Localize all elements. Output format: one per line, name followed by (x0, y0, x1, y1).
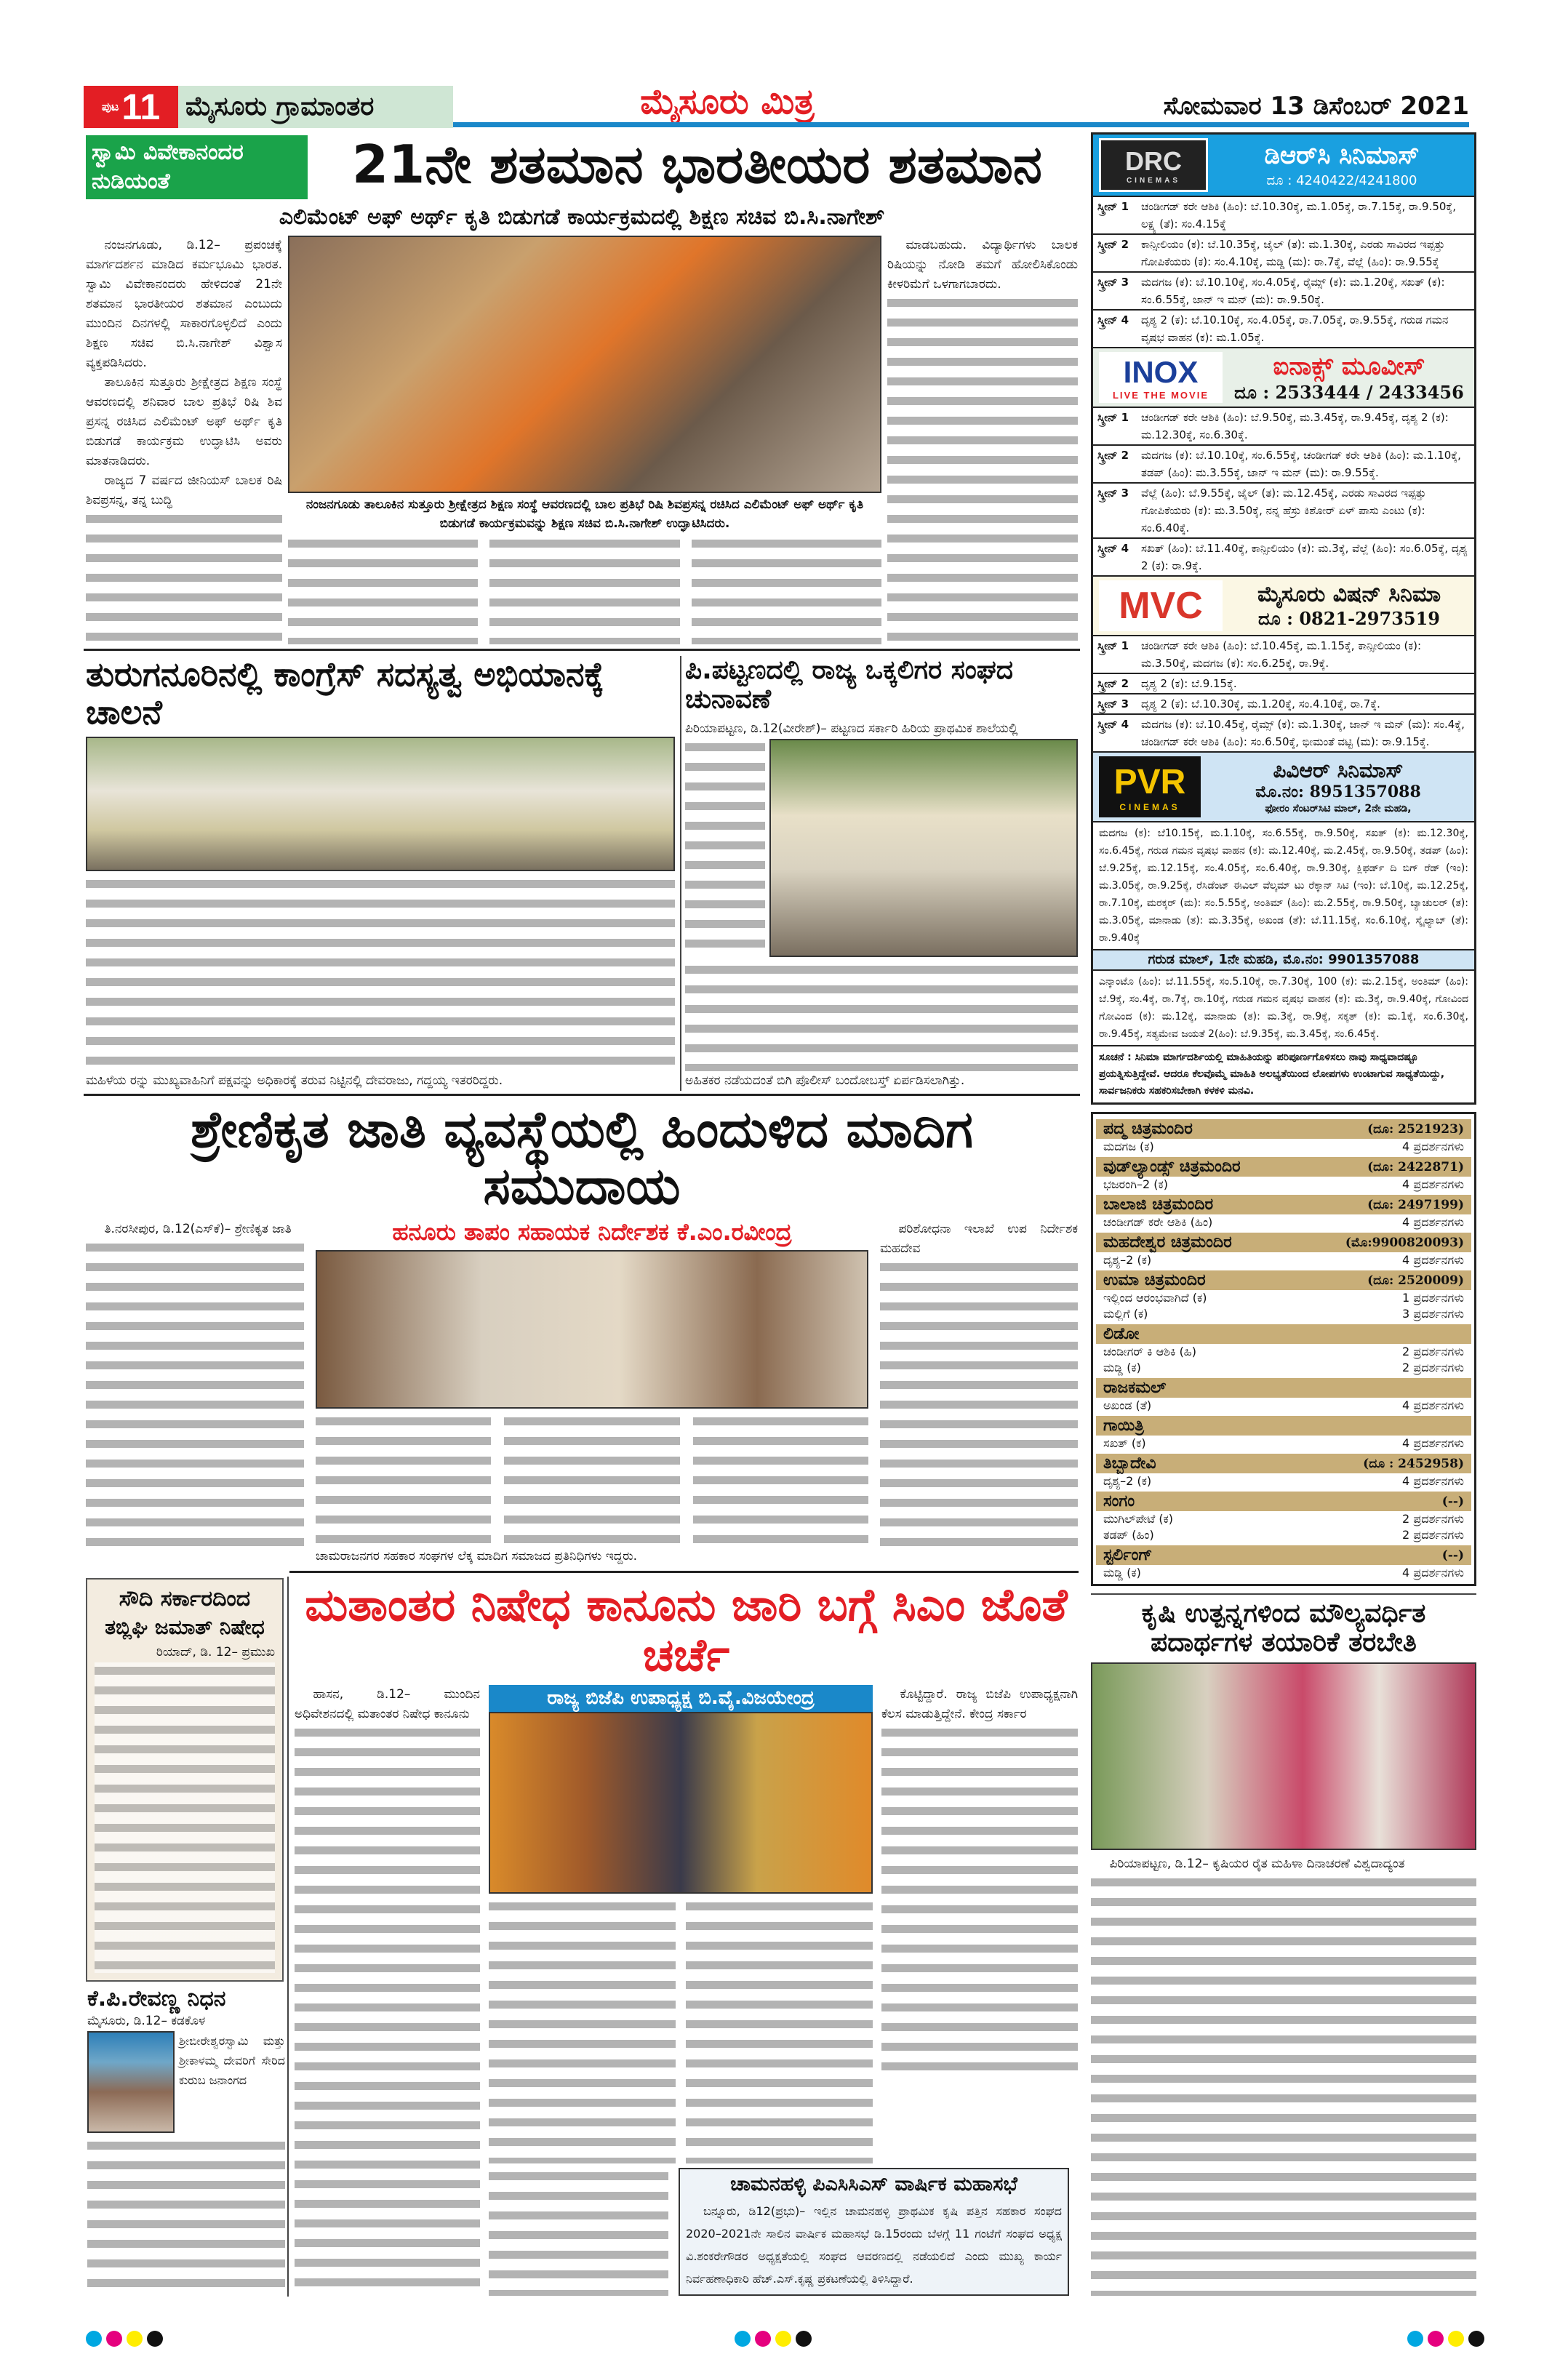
yellow-dot (127, 2331, 143, 2347)
screen-shows: ಮದಗಜ (ಕ): ಬೆ.10.10ಕ್ಕೆ, ಸಂ.6.55ಕ್ಕೆ, ಚಂಡೀಗಡ್ ಕರೇ ಆಶಿಕಿ (ಹಿಂ): ಮ.1.10ಕ್ಕೆ, ತಡಪ್ (ಹಿಂ): ಮ.3.55ಕ್ಕೆ, ಜಾನ್ ಇ ಮನ್ (ಮ): ರಾ.9.55ಕ್ಕೆ. (1141, 449, 1461, 479)
screen-label: ಸ್ಕ್ರೀನ್ 2 (1097, 677, 1129, 690)
page-label: ಪುಟ (101, 100, 119, 113)
registration-marks-right (1407, 2331, 1489, 2350)
cyan-dot (1407, 2331, 1423, 2347)
story1-col3 (489, 535, 679, 644)
screen-label: ಸ್ಕ್ರೀನ್ 3 (1097, 697, 1129, 710)
show-count: 4 ಪ್ರದರ್ಶನಗಳು (1402, 1215, 1464, 1230)
theatre-name: ಪದ್ಮ ಚಿತ್ರಮಂದಿರ (1103, 1120, 1193, 1139)
theatre-phone: (ದೂ: 2520009) (1367, 1273, 1464, 1288)
obit (87, 1987, 285, 2292)
story4-subhead: ಹನೂರು ತಾಪಂ ಸಹಾಯಕ ನಿರ್ದೇಶಕ ಕೆ.ಎಂ.ರವೀಂದ್ರ (392, 1217, 792, 1246)
notice-box-headline: ಚಾಮನಹಳ್ಳಿ ಪಿಎಸಿಸಿಎಸ್ ವಾರ್ಷಿಕ ಮಹಾಸಭೆ (730, 2172, 1017, 2195)
movie-title: ಮಡ್ಡಿ (ಕ) (1103, 1566, 1141, 1580)
theatre-header (1096, 1157, 1471, 1177)
theatre-header (1096, 1195, 1471, 1214)
cinema-name: ಐನಾಕ್ಸ್ ಮೂವೀಸ್ (1273, 351, 1425, 381)
sidebar-headline-2: ತಬ್ಲಿಘಿ ಜಮಾತ್ ನಿಷೇಧ (105, 1614, 265, 1639)
cinema-header-pvr (1093, 751, 1474, 821)
notice-box-text: ಬನ್ನೂರು, ಡಿ12(ಪ್ರಭು)– ಇಲ್ಲಿನ ಚಾಮನಹಳ್ಳಿ ಪ್ರಾಥಮಿಕ ಕೃಷಿ ಪತ್ತಿನ ಸಹಕಾರ ಸಂಘದ 2020–2021ನೇ ಸಾಲಿನ ವಾರ್ಷಿಕ ಮಹಾಸಭೆ ಡಿ.15ರಂದು ಬೆಳಗ್ಗೆ 11 ಗಂಟೆಗೆ ಸಂಘದ ಅಧ್ಯಕ್ಷ ವಿ.ಶಂಕರೇಗೌಡರ ಅಧ್ಯಕ್ಷತೆಯಲ್ಲಿ ಸಂಘದ ಆವರಣದಲ್ಲಿ ನಡೆಯಲಿದೆ ಎಂದು ಮುಖ್ಯ ಕಾರ್ಯ ನಿರ್ವಹಣಾಧಿಕಾರಿ ಹೆಚ್.ಎಸ್.ಕೃಷ್ಣ ಪ್ರಕಟಣೆಯಲ್ಲಿ ತಿಳಿಸಿದ್ದಾರೆ. (686, 2204, 1062, 2286)
black-dot (796, 2331, 812, 2347)
show-count: 2 ಪ್ರದರ್ಶನಗಳು (1402, 1528, 1464, 1542)
theatre-phone: (ದೂ: 2422871) (1367, 1159, 1464, 1174)
story6-lead: ಪಿರಿಯಾಪಟ್ಟಣ, ಡಿ.12– ಕೃಷಿಯರ ರೈತ ಮಹಿಳಾ ದಿನಾಚರಣೆ ವಿಶ್ವದಾದ್ಯಂತ (1109, 1856, 1405, 1871)
text-block (881, 1724, 1078, 2078)
story2-body (86, 876, 675, 1071)
sidebar-lead: ರಿಯಾದ್, ಡಿ. 12– ಪ್ರಮುಖ (156, 1644, 275, 1660)
right-column (1091, 132, 1476, 2296)
screen-label: ಸ್ಕ್ರೀನ್ 4 (1097, 313, 1129, 327)
magenta-dot (755, 2331, 771, 2347)
story4-col4 (693, 1413, 868, 1547)
movie-row (1096, 1511, 1471, 1527)
obit-side-text: ಶ್ರೀಬೀರೇಶ್ವರಸ್ವಾಮಿ ಮತ್ತು ಶ್ರೀಕಾಳಮ್ಮ ದೇವರಿಗೆ ಸೇರಿದ ಕುರುಬ ಜನಾಂಗದ (179, 2033, 285, 2087)
story4 (86, 1101, 1078, 1566)
cinema-phone: ದೂ : 2533444 / 2433456 (1234, 381, 1464, 403)
theatre-name: ಸ್ಟರ್ಲಿಂಗ್ (1103, 1546, 1153, 1565)
sidebar-box (86, 1578, 284, 1982)
garuda-mall-header: ಗರುಡ ಮಾಲ್, 1ನೇ ಮಹಡಿ, ಮೊ.ನಂ: 9901357088 (1093, 949, 1474, 971)
story1 (86, 135, 1078, 644)
black-dot (147, 2331, 163, 2347)
story5-right-text: ಕೊಟ್ಟಿದ್ದಾರೆ. ರಾಜ್ಯ ಬಿಜೆಪಿ ಉಪಾಧ್ಯಕ್ಷನಾಗಿ ಕೆಲಸ ಮಾಡುತ್ತಿದ್ದೇನೆ. ಕೇಂದ್ರ ಸರ್ಕಾರ (881, 1686, 1078, 1721)
pvr-logo-sub: CINEMAS (1119, 801, 1180, 812)
show-count: 4 ಪ್ರದರ್ಶನಗಳು (1402, 1474, 1464, 1489)
theatre-name: ತಿಬ್ಬಾದೇವಿ (1103, 1454, 1156, 1473)
movie-title: ಚಂಡೀಗಡ್ ಕರೇ ಆಶಿಕಿ (ಹಿಂ) (1103, 1215, 1213, 1230)
text-block (86, 511, 282, 644)
screen-label: ಸ್ಕ್ರೀನ್ 1 (1097, 639, 1129, 652)
divider (680, 656, 681, 1091)
show-count: 3 ಪ್ರದರ್ಶನಗಳು (1402, 1307, 1464, 1321)
story1-right-text: ಮಾಡಬಹುದು. ವಿದ್ಯಾರ್ಥಿಗಳು ಬಾಲಕ ರಿಷಿಯನ್ನು ನೋಡಿ ತಮಗೆ ಹೋಲಿಸಿಕೊಂಡು ಕೀಳರಿಮೆಗೆ ಒಳಗಾಗಬಾರದು. (887, 237, 1078, 292)
screen-row (1093, 537, 1474, 575)
pvr-logo-text: PVR (1113, 762, 1186, 801)
screen-label: ಸ್ಕ್ರೀನ್ 3 (1097, 276, 1129, 289)
theatre-name: ಮಹದೇಶ್ವರ ಚಿತ್ರಮಂದಿರ (1103, 1233, 1232, 1252)
magenta-dot (106, 2331, 122, 2347)
show-count: 2 ಪ್ರದರ್ಶನಗಳು (1402, 1512, 1464, 1526)
movie-row (1096, 1565, 1471, 1581)
mvc-logo: MVC (1099, 580, 1223, 631)
movie-row (1096, 1360, 1471, 1376)
theatre-phone: (ದೂ: 2497199) (1367, 1197, 1464, 1212)
inox-logo-text: INOX (1123, 354, 1199, 389)
theatre-phone: (ಮೊ:9900820093) (1345, 1235, 1464, 1250)
show-count: 4 ಪ್ರದರ್ಶನಗಳು (1402, 1177, 1464, 1192)
story6 (1091, 1593, 1476, 2296)
story4-col3 (504, 1413, 679, 1547)
story3-body (685, 961, 1078, 1071)
garuda-shows: ಎನ್ಕಾಂಟೊ (ಹಿಂ): ಬೆ.11.55ಕ್ಕೆ, ಸಂ.5.10ಕ್ಕೆ, ರಾ.7.30ಕ್ಕೆ, 100 (ಕ): ಮ.2.15ಕ್ಕೆ, ಅಂತಿಮ್ (ಹಿಂ): ಬೆ.9ಕ್ಕೆ, ಸಂ.4ಕ್ಕೆ, ರಾ.7ಕ್ಕೆ, ರಾ.10ಕ್ಕೆ, ಗರುಡ ಗಮನ ವೃಷಭ ವಾಹನ (ಕ): ಮ.3ಕ್ಕೆ, ರಾ.9.40ಕ್ಕೆ, ಗೋವಿಂದ ಗೋವಿಂದ (ಕ): ಮ.12ಕ್ಕೆ, ಮಾನಾಡು (ತ): ಮ.3ಕ್ಕೆ, ರಾ.9ಕ್ಕೆ, ಸಕ್ಕತ್ (ಕ): ಮ.1ಕ್ಕೆ, ಸಂ.6.30ಕ್ಕೆ, ರಾ.9.45ಕ್ಕೆ, ಸತ್ಯಮೇವ ಜಯತೆ 2(ಹಿಂ): ಬೆ.9.35ಕ್ಕೆ, ಮ.3.45ಕ್ಕೆ, ಸಂ.6.45ಕ್ಕೆ. (1099, 976, 1468, 1041)
theatre-name: ಸಂಗಂ (1103, 1492, 1135, 1511)
story1-col1 (86, 236, 282, 644)
cyan-dot (735, 2331, 751, 2347)
story6-headline-2: ಪದಾರ್ಥಗಳ ತಯಾರಿಕೆ ತರಬೇತಿ (1151, 1628, 1417, 1658)
theatre-header (1096, 1416, 1471, 1436)
movie-row (1096, 1306, 1471, 1322)
masthead-logo: ಮೈಸೂರು ಮಿತ್ರ (640, 81, 815, 122)
story1-right-col (887, 236, 1078, 644)
theatre-header (1096, 1270, 1471, 1290)
drc-logo (1099, 138, 1208, 192)
story3-headline: ಪಿ.ಪಟ್ಟಣದಲ್ಲಿ ರಾಜ್ಯ ಒಕ್ಕಲಿಗರ ಸಂಘದ ಚುನಾವಣೆ (685, 655, 1014, 715)
story1-para1: ನಂಜನಗೂಡು, ಡಿ.12– ಪ್ರಪಂಚಕ್ಕೆ ಮಾರ್ಗದರ್ಶನ ಮಾಡಿದ ಕರ್ಮಭೂಮಿ ಭಾರತ. ಸ್ವಾಮಿ ವಿವೇಕಾನಂದರು ಹೇಳಿದಂತೆ 21ನೇ ಶತಮಾನ ಭಾರತೀಯರ ಶತಮಾನ ಎಂಬುದು ಮುಂದಿನ ದಿನಗಳಲ್ಲಿ ಸಾಕಾರಗೊಳ್ಳಲಿದೆ ಎಂದು ಶಿಕ್ಷಣ ಸಚಿವ ಬಿ.ಸಿ.ನಾಗೇಶ್ ವಿಶ್ವಾಸ ವ್ಯಕ್ತಪಡಿಸಿದರು. (86, 237, 282, 370)
theatre-header (1096, 1454, 1471, 1473)
movie-title: ಮದಗಜ (ಕ) (1103, 1140, 1154, 1154)
screen-label: ಸ್ಕ್ರೀನ್ 4 (1097, 718, 1129, 731)
screen-row (1093, 635, 1474, 673)
show-count: 4 ಪ್ರದರ್ಶನಗಳು (1402, 1253, 1464, 1268)
movie-title: ಮುಗಿಲ್‌ಪೇಟೆ (ಕ) (1103, 1512, 1174, 1526)
screen-shows: ಸಖತ್ (ಹಿಂ): ಬೆ.11.40ಕ್ಕೆ, ಕಾನ್ಸೀಲಿಯಂ (ಕ): ಮ.3ಕ್ಕೆ, ವೆಲ್ಲೆ (ಹಿಂ): ಸಂ.6.05ಕ್ಕೆ, ದೃಶ್ಯ 2 (ಕ): ರಾ.9ಕ್ಕೆ. (1141, 542, 1468, 572)
cinema-phone: ದೂ : 4240422/4241800 (1266, 172, 1417, 188)
theatre-header (1096, 1119, 1471, 1139)
movie-row (1096, 1214, 1471, 1230)
movie-title: ಸಖತ್ (ಕ) (1103, 1436, 1146, 1451)
story1-caption: ನಂಜನಗೂಡು ತಾಲೂಕಿನ ಸುತ್ತೂರು ಶ್ರೀಕ್ಷೇತ್ರದ ಶಿಕ್ಷಣ ಸಂಸ್ಥೆ ಆವರಣದಲ್ಲಿ ಬಾಲ ಪ್ರತಿಭೆ ರಿಷಿ ಶಿವಪ್ರಸನ್ನ ರಚಿಸಿದ ಎಲಿಮೆಂಟ್ ಅಫ್ ಅರ್ಥ್ ಕೃತಿ ಬಿಡುಗಡೆ ಕಾರ್ಯಕ್ರಮವನ್ನು ಶಿಕ್ಷಣ ಸಚಿವ ಬಿ.ಸಿ.ನಾಗೇಶ್ ಉದ್ಘಾಟಿಸಿದರು. (305, 497, 864, 531)
yellow-dot (775, 2331, 791, 2347)
story5-col2 (489, 1898, 676, 2163)
issue-date: ಸೋಮವಾರ 13 ಡಿಸೆಂಬರ್ 2021 (1163, 92, 1469, 121)
story4-photo (316, 1250, 868, 1409)
story3-photo (769, 739, 1078, 957)
black-dot (1468, 2331, 1484, 2347)
theatre-name: ಲಿಡೋ (1103, 1325, 1140, 1344)
movie-row (1096, 1398, 1471, 1414)
cinema-notice: ಸೂಚನೆ : ಸಿನಿಮಾ ಮಾರ್ಗದರ್ಶಿಯಲ್ಲಿ ಮಾಹಿತಿಯನ್ನು ಪರಿಪೂರ್ಣಗೊಳಿಸಲು ನಾವು ಸಾಧ್ಯವಾದಷ್ಟೂ ಪ್ರಯತ್ನಿಸುತ್ತಿದ್ದೇವೆ. ಆದರೂ ಕೆಲವೊಮ್ಮೆ ಮಾಹಿತಿ ಅಲಭ್ಯತೆಯಿಂದ ಲೋಪಗಳು ಉಂಟಾಗುವ ಸಾಧ್ಯತೆಯಿದ್ದು, ಸಾರ್ವಜನಿಕರು ಸಹಕರಿಸಬೇಕಾಗಿ ಕಳಕಳಿ ಮನವಿ. (1093, 1045, 1474, 1102)
show-count: 4 ಪ್ರದರ್ಶನಗಳು (1402, 1436, 1464, 1451)
obit-lead: ಮೈಸೂರು, ಡಿ.12– ಕಡಕೊಳ (87, 2013, 206, 2028)
screen-row (1093, 407, 1474, 444)
screen-row (1093, 196, 1474, 233)
cinema-phone: ಮೊ.ನಂ: 8951357088 (1255, 782, 1421, 802)
cinema-phone: ದೂ : 0821-2973519 (1257, 608, 1441, 630)
sidebar-body (95, 1662, 275, 1973)
theatre-phone: (--) (1441, 1494, 1464, 1509)
obit-body (87, 2137, 285, 2292)
theatre-phone: (--) (1441, 1548, 1464, 1563)
obit-headline: ಕೆ.ಪಿ.ರೇವಣ್ಣ ನಿಧನ (87, 1986, 226, 2011)
show-count: 2 ಪ್ರದರ್ಶನಗಳು (1402, 1345, 1464, 1359)
cinema-location: ಫೋರಂ ಸೆಂಟರ್‌ಸಿಟಿ ಮಾಲ್, 2ನೇ ಮಹಡಿ, (1265, 802, 1412, 814)
story6-body (1091, 1854, 1476, 2296)
text-block (1091, 1874, 1476, 2296)
divider (84, 649, 1080, 651)
screen-label: ಸ್ಕ್ರೀನ್ 2 (1097, 449, 1129, 462)
story5-bottom-left (489, 2168, 668, 2296)
movie-title: ಮಡ್ಡಿ (ಕ) (1103, 1361, 1141, 1375)
text-block (880, 1259, 1078, 1547)
theatre-phone: (ದೂ : 2452958) (1363, 1456, 1464, 1471)
theatre-name: ಗಾಯಿತ್ರಿ (1103, 1417, 1144, 1436)
theatre-name: ಉಮಾ ಚಿತ್ರಮಂದಿರ (1103, 1271, 1206, 1290)
story6-photo (1091, 1662, 1476, 1850)
screen-label: ಸ್ಕ್ರೀನ್ 1 (1097, 200, 1129, 213)
story5-lead: ಹಾಸನ, ಡಿ.12– ಮುಂದಿನ ಅಧಿವೇಶನದಲ್ಲಿ ಮತಾಂತರ ನಿಷೇಧ ಕಾನೂನು (295, 1686, 480, 1721)
cinema-name: ಮೈಸೂರು ವಿಷನ್ ಸಿನಿಮಾ (1257, 581, 1441, 607)
movie-title: ಅಖಂಡ (ತೆ) (1103, 1398, 1152, 1413)
screen-shows: ಕಾನ್ಸೀಲಿಯಂ (ಕ): ಬೆ.10.35ಕ್ಕೆ, ಜೈಲ್ (ತ): ಮ.1.30ಕ್ಕೆ, ಎರಡು ಸಾವಿರದ ಇಪ್ಪತ್ತು ಗೋಪಿಕೆಯರು (ಕ): ಸಂ.4.10ಕ್ಕೆ, ಮಡ್ಡಿ (ಮ): ರಾ.7ಕ್ಕೆ, ವೆಲ್ಲೆ (ಹಿಂ): ರಾ.9.55ಕ್ಕೆ (1141, 238, 1445, 268)
screen-row (1093, 233, 1474, 271)
story2-last-line: ಮಹಿಳೆಯ ರನ್ನು ಮುಖ್ಯವಾಹಿನಿಗೆ ಪಕ್ಷವನ್ನು ಅಧಿಕಾರಕ್ಕೆ ತರುವ ನಿಟ್ಟಿನಲ್ಲಿ ದೇವರಾಜು, ಗದ್ದಯ್ಯ ಇತರರಿದ್ದರು. (86, 1073, 503, 1088)
screen-shows: ದೃಶ್ಯ 2 (ಕ): ಬೆ.10.10ಕ್ಕೆ, ಸಂ.4.05ಕ್ಕೆ, ರಾ.7.05ಕ್ಕೆ, ರಾ.9.55ಕ್ಕೆ, ಗರುಡ ಗಮನ ವೃಷಭ ವಾಹನ (ಕ): ಮ.1.05ಕ್ಕೆ. (1141, 313, 1449, 344)
screen-row (1093, 271, 1474, 309)
story3 (685, 656, 1078, 1091)
registration-marks-center (735, 2331, 816, 2350)
movie-row (1096, 1252, 1471, 1268)
story5 (295, 1580, 1078, 2296)
story2-photo (86, 737, 675, 871)
inox-logo-sub: LIVE THE MOVIE (1112, 389, 1209, 401)
screen-shows: ಮದಗಜ (ಕ): ಬೆ.10.10ಕ್ಕೆ, ಸಂ.4.05ಕ್ಕೆ, ರೈಮ್ಸ್ (ಕ): ಮ.1.20ಕ್ಕೆ, ಸಖತ್ (ಕ): ಸಂ.6.55ಕ್ಕೆ, ಜಾನ್ ಇ ಮನ್ (ಮ): ರಾ.9.50ಕ್ಕೆ. (1141, 276, 1445, 306)
story1-kicker: ಸ್ವಾಮಿ ವಿವೇಕಾನಂದರ ನುಡಿಯಂತೆ (86, 135, 308, 199)
story5-photo (489, 1712, 873, 1894)
text-block (887, 295, 1078, 644)
screen-row (1093, 444, 1474, 482)
divider (287, 1577, 289, 2297)
drc-logo-text: DRC (1125, 145, 1182, 176)
divider (289, 1571, 1079, 1573)
movie-title: ತಡಪ್ (ಹಿಂ) (1103, 1528, 1154, 1542)
text-block (86, 1239, 304, 1547)
screen-shows: ಚಂಡೀಗಡ್ ಕರೇ ಆಶಿಕಿ (ಹಿಂ): ಬೆ.10.45ಕ್ಕೆ, ಮ.1.15ಕ್ಕೆ, ಕಾನ್ಸೀಲಿಯಂ (ಕ): ಮ.3.50ಕ್ಕೆ, ಮದಗಜ (ಕ): ಸಂ.6.25ಕ್ಕೆ, ರಾ.9ಕ್ಕೆ. (1141, 639, 1422, 670)
section-title: ಮೈಸೂರು ಗ್ರಾಮಾಂತರ (178, 86, 453, 128)
theatre-name: ರಾಜಕಮಲ್ (1103, 1379, 1167, 1398)
obit-photo (87, 2031, 175, 2133)
story1-para2: ತಾಲೂಕಿನ ಸುತ್ತೂರು ಶ್ರೀಕ್ಷೇತ್ರದ ಶಿಕ್ಷಣ ಸಂಸ್ಥೆ ಆವರಣದಲ್ಲಿ ಶನಿವಾರ ಬಾಲ ಪ್ರತಿಭೆ ರಿಷಿ ಶಿವ ಪ್ರಸನ್ನ ರಚಿಸಿದ ಎಲಿಮೆಂಟ್ ಅಫ್ ಅರ್ಥ್ ಕೃತಿ ಬಿಡುಗಡೆ ಕಾರ್ಯಕ್ರಮ ಉದ್ಘಾಟಿಸಿ ಅವರು ಮಾತನಾಡಿದರು. (86, 375, 282, 468)
divider (84, 1094, 1080, 1096)
movie-title: ಭಜರಂಗಿ–2 (ಕ) (1103, 1177, 1168, 1192)
screen-label: ಸ್ಕ್ರೀನ್ 4 (1097, 542, 1129, 555)
screen-shows: ದೃಶ್ಯ 2 (ಕ): ಬೆ.10.30ಕ್ಕೆ, ಮ.1.20ಕ್ಕೆ, ಸಂ.4.10ಕ್ಕೆ, ರಾ.7ಕ್ಕೆ. (1141, 697, 1380, 710)
cyan-dot (86, 2331, 102, 2347)
pvr-shows: ಮದಗಜ (ಕ): ಬೆ10.15ಕ್ಕೆ, ಮ.1.10ಕ್ಕೆ, ಸಂ.6.55ಕ್ಕೆ, ರಾ.9.50ಕ್ಕೆ, ಸಖತ್ (ಕ): ಮ.12.30ಕ್ಕೆ, ಸಂ.6.45ಕ್ಕೆ, ಗರುಡ ಗಮನ ವೃಷಭ ವಾಹನ (ಕ): ಮ.12.40ಕ್ಕೆ, ಮ.2.45ಕ್ಕೆ, ರಾ.9.50ಕ್ಕೆ, ತಡಪ್ (ಹಿಂ): ಬೆ.9.25ಕ್ಕೆ, ಮ.12.15ಕ್ಕೆ, ಸಂ.4.05ಕ್ಕೆ, ಸಂ.6.40ಕ್ಕೆ, ರಾ.9.30ಕ್ಕೆ, ಕ್ಲಿಫರ್ಡ್ ದಿ ಬಿಗ್ ರೆಡ್ (ಇಂ): ಮ.3.05ಕ್ಕೆ, ರಾ.9.25ಕ್ಕೆ, ರೆಸಿಡೆಂಟ್ ಈವಿಲ್ ವೆಲ್ಕಮ್ ಟು ರೆಕ್ಕಾನ್ ಸಿಟಿ (ಇಂ): ಬೆ.10ಕ್ಕೆ, ಮ.12.25ಕ್ಕೆ, ರಾ.7.10ಕ್ಕೆ, ಮರಕ್ಕರ್ (ಮ): ಸಂ.5.55ಕ್ಕೆ, ಅಂತಿಮ್ (ಹಿಂ): ಮ.2.55ಕ್ಕೆ, ರಾ.9.50ಕ್ಕೆ, ಬ್ಯಾಚುಲರ್ (ತ): ಮ.3.05ಕ್ಕೆ, ಮಾನಾಡು (ತ): ಮ.3.35ಕ್ಕೆ, ಅಖಂಡ (ತೆ): ಬೆ.11.15ಕ್ಕೆ, ಸಂ.6.10ಕ್ಕೆ, ಸ್ಕೈಲ್ಯಾಬ್ (ತೆ): ರಾ.9.40ಕ್ಕೆ (1093, 821, 1474, 949)
cinema-name: ಡಿಆರ್‌ಸಿ ಸಿನಿಮಾಸ್ (1264, 141, 1420, 171)
movie-row (1096, 1344, 1471, 1360)
theatre-name: ಬಾಲಾಜಿ ಚಿತ್ರಮಂದಿರ (1103, 1196, 1214, 1214)
story4-right (880, 1220, 1078, 1547)
registration-marks-left (86, 2331, 167, 2350)
cinema-header-drc (1093, 135, 1474, 196)
notice-box (679, 2168, 1069, 2296)
theatre-header (1096, 1545, 1471, 1565)
story5-col3 (686, 1898, 873, 2163)
movie-row (1096, 1473, 1471, 1489)
screen-shows: ದೃಶ್ಯ 2 (ಕ): ಬೆ.9.15ಕ್ಕೆ. (1141, 677, 1237, 690)
screen-label: ಸ್ಕ್ರೀನ್ 1 (1097, 411, 1129, 424)
yellow-dot (1448, 2331, 1464, 2347)
screen-list (1093, 407, 1474, 575)
screen-label: ಸ್ಕ್ರೀನ್ 2 (1097, 238, 1129, 251)
theatre-header (1096, 1324, 1471, 1344)
story4-right-text: ಪರಿಶೋಧನಾ ಇಲಾಖೆ ಉಪ ನಿರ್ದೇಶಕ ಮಹದೇವ (880, 1221, 1078, 1256)
screen-row (1093, 693, 1474, 713)
movie-title: ಇಲ್ಲಿಂದ ಆರಂಭವಾಗಿದೆ (ಕ) (1103, 1291, 1207, 1305)
show-count: 2 ಪ್ರದರ್ಶನಗಳು (1402, 1361, 1464, 1375)
text-block (295, 1724, 480, 2296)
page-number: 11 (121, 87, 161, 127)
story5-subhead: ರಾಜ್ಯ ಬಿಜೆಪಿ ಉಪಾಧ್ಯಕ್ಷ ಬಿ.ವೈ.ವಿಜಯೇಂದ್ರ (489, 1685, 873, 1712)
story1-col2 (288, 535, 478, 644)
theatre-header (1096, 1492, 1471, 1511)
show-count: 4 ಪ್ರದರ್ಶನಗಳು (1402, 1566, 1464, 1580)
screen-row (1093, 673, 1474, 693)
story4-col2 (316, 1413, 491, 1547)
theatre-phone: (ದೂ: 2521923) (1367, 1121, 1464, 1137)
cinema-header-mvc (1093, 575, 1474, 635)
story1-headline: 21ನೇ ಶತಮಾನ ಭಾರತೀಯರ ಶತಮಾನ (352, 134, 1042, 195)
story1-subhead: ಎಲಿಮೆಂಟ್ ಅಫ್ ಅರ್ಥ್ ಕೃತಿ ಬಿಡುಗಡೆ ಕಾರ್ಯಕ್ರಮದಲ್ಲಿ ಶಿಕ್ಷಣ ಸಚಿವ ಬಿ.ಸಿ.ನಾಗೇಶ್ (279, 204, 885, 230)
screen-shows: ಮದಗಜ (ಕ): ಬೆ.10.45ಕ್ಕೆ, ರೈಮ್ಸ್ (ಕ): ಮ.1.30ಕ್ಕೆ, ಜಾನ್ ಇ ಮನ್ (ಮ): ಸಂ.4ಕ್ಕೆ, ಚಂಡೀಗಡ್ ಕರೇ ಆಶಿಕಿ (ಹಿಂ): ಸಂ.6.50ಕ್ಕೆ, ಭೀಮಂತೆ ವಟ್ಟಿ (ಮ): ರಾ.9.15ಕ್ಕೆ. (1141, 718, 1465, 748)
cinema-guide (1091, 132, 1476, 1105)
screen-row (1093, 713, 1474, 751)
movie-title: ಚಂಡೀಗರ್ ಕಿ ಆಶಿಕಿ (ಹಿ) (1103, 1345, 1197, 1359)
movie-row (1096, 1290, 1471, 1306)
story3-last-line: ಅಹಿತಕರ ನಡೆಯದಂತೆ ಬಿಗಿ ಪೊಲೀಸ್ ಬಂದೋಬಸ್ತ್ ಏರ್ಪಡಿಸಲಾಗಿತ್ತು. (685, 1073, 965, 1088)
screen-list (1093, 635, 1474, 751)
header-rule (453, 122, 1469, 127)
show-count: 4 ಪ್ರದರ್ಶನಗಳು (1402, 1140, 1464, 1154)
movie-row (1096, 1527, 1471, 1543)
inox-logo (1099, 352, 1223, 403)
theatre-list (1091, 1112, 1476, 1586)
story1-para3: ರಾಜ್ಯದ 7 ವರ್ಷದ ಜೀನಿಯಸ್ ಬಾಲಕ ರಿಷಿ ಶಿವಪ್ರಸನ್ನ, ತನ್ನ ಬುದ್ಧಿ (86, 473, 282, 508)
movie-title: ಮಲ್ಲಿಗೆ (ಕ) (1103, 1307, 1148, 1321)
drc-logo-sub: CINEMAS (1126, 176, 1181, 185)
story3-lead: ಪಿರಿಯಾಪಟ್ಟಣ, ಡಿ.12(ವೀರೇಶ್)– ಪಟ್ಟಣದ ಸರ್ಕಾರಿ ಹಿರಿಯ ಪ್ರಾಥಮಿಕ ಶಾಲೆಯಲ್ಲಿ (685, 721, 1018, 736)
pvr-logo (1099, 756, 1201, 817)
story4-lead (86, 1220, 304, 1547)
movie-title: ದೃಶ್ಯ–2 (ಕ) (1103, 1474, 1152, 1489)
story1-col4 (692, 535, 881, 644)
theatre-header (1096, 1233, 1471, 1252)
story1-photo (288, 236, 881, 493)
story2-headline: ತುರುಗನೂರಿನಲ್ಲಿ ಕಾಂಗ್ರೆಸ್ ಸದಸ್ಯತ್ವ ಅಭಿಯಾನಕ್ಕೆ ಚಾಲನೆ (86, 654, 604, 732)
magenta-dot (1428, 2331, 1444, 2347)
screen-label: ಸ್ಕ್ರೀನ್ 3 (1097, 487, 1129, 500)
story4-last-line: ಚಾಮರಾಜನಗರ ಸಹಕಾರ ಸಂಘಗಳ ಲೆಕ್ಕ ಮಾದಿಗ ಸಮಾಜದ ಪ್ರತಿನಿಧಿಗಳು ಇದ್ದರು. (316, 1549, 638, 1564)
show-count: 1 ಪ್ರದರ್ಶನಗಳು (1402, 1291, 1464, 1305)
story4-lead-text: ತಿ.ನರಸೀಪುರ, ಡಿ.12(ಎಸ್‌ಕೆ)– ಶ್ರೇಣಿಕೃತ ಜಾತಿ (104, 1221, 292, 1236)
story5-col1 (295, 1685, 480, 2296)
theatre-name: ವುಡ್‌ಲ್ಯಾಂಡ್ಸ್ ಚಿತ್ರಮಂದಿರ (1103, 1158, 1241, 1177)
screen-shows: ಚಂಡೀಗಡ್ ಕರೇ ಆಶಿಕಿ (ಹಿಂ): ಬೆ.10.30ಕ್ಕೆ, ಮ.1.05ಕ್ಕೆ, ರಾ.7.15ಕ್ಕೆ, ರಾ.9.50ಕ್ಕೆ, ಲಕ್ಷ್ಯ (ತೆ): ಸಂ.4.15ಕ್ಕೆ (1141, 200, 1456, 231)
cinema-name: ಪಿವಿಆರ್ ಸಿನಿಮಾಸ್ (1273, 758, 1404, 782)
screen-list (1093, 196, 1474, 347)
show-count: 4 ಪ್ರದರ್ಶನಗಳು (1402, 1398, 1464, 1413)
story4-headline: ಶ್ರೇಣಿಕೃತ ಜಾತಿ ವ್ಯವಸ್ಥೆಯಲ್ಲಿ ಹಿಂದುಳಿದ ಮಾದಿಗ ಸಮುದಾಯ (191, 1100, 973, 1217)
screen-shows: ವೆಲ್ಲೆ (ಹಿಂ): ಬೆ.9.55ಕ್ಕೆ, ಜೈಲ್ (ತ): ಮ.12.45ಕ್ಕೆ, ಎರಡು ಸಾವಿರದ ಇಪ್ಪತ್ತು ಗೋಪಿಕೆಯರು (ಕ): ಮ.3.50ಕ್ಕೆ, ನನ್ನ ಹೆಸ್ರು ಕಿಶೋರ್ ಏಳ್ ಪಾಸು ಎಂಟು (ಕ): ಸಂ.6.40ಕ್ಕೆ. (1141, 487, 1426, 535)
story3-col (685, 739, 765, 957)
movie-row (1096, 1139, 1471, 1155)
movie-title: ದೃಶ್ಯ–2 (ಕ) (1103, 1253, 1152, 1268)
screen-row (1093, 309, 1474, 347)
cinema-header-inox (1093, 347, 1474, 407)
movie-row (1096, 1177, 1471, 1193)
movie-row (1096, 1436, 1471, 1452)
sidebar-headline-1: ಸೌದಿ ಸರ್ಕಾರದಿಂದ (119, 1586, 251, 1612)
page-number-box (84, 86, 178, 128)
screen-shows: ಚಂಡೀಗಡ್ ಕರೇ ಆಶಿಕಿ (ಹಿಂ): ಬೆ.9.50ಕ್ಕೆ, ಮ.3.45ಕ್ಕೆ, ರಾ.9.45ಕ್ಕೆ, ದೃಶ್ಯ 2 (ಕ): ಮ.12.30ಕ್ಕೆ, ಸಂ.6.30ಕ್ಕೆ. (1141, 411, 1449, 441)
theatre-header (1096, 1378, 1471, 1398)
story6-headline-1: ಕೃಷಿ ಉತ್ಪನ್ನಗಳಿಂದ ಮೌಲ್ಯವರ್ಧಿತ (1141, 1598, 1426, 1629)
story2 (86, 656, 675, 1091)
story5-headline: ಮತಾಂತರ ನಿಷೇಧ ಕಾನೂನು ಜಾರಿ ಬಗ್ಗೆ ಸಿಎಂ ಜೊತೆ ಚರ್ಚೆ (305, 1578, 1068, 1682)
screen-row (1093, 482, 1474, 537)
